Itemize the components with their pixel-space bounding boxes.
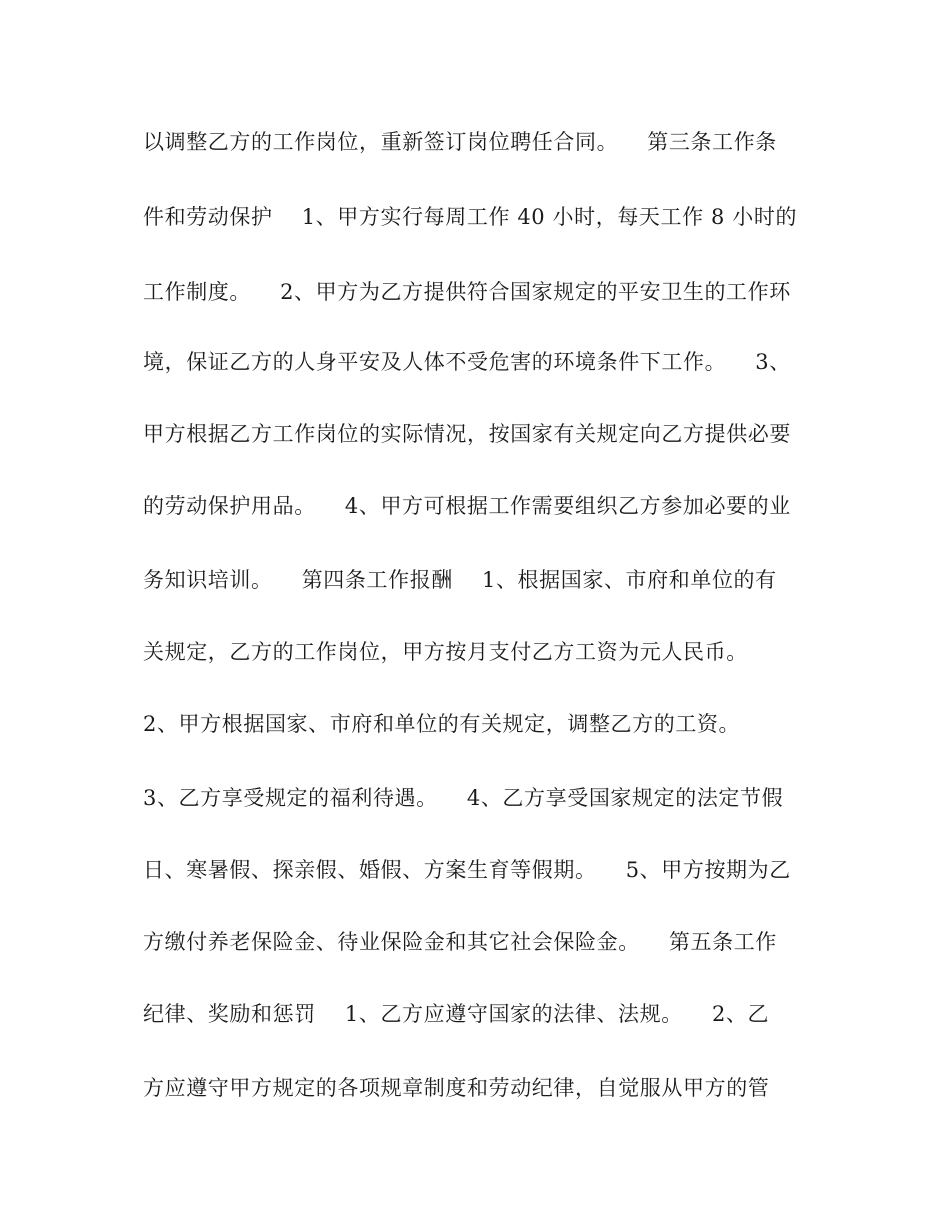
- text-line: 工作制度。 2、甲方为乙方提供符合国家规定的平安卫生的工作环: [143, 280, 791, 304]
- text-line: 纪律、奖励和惩罚 1、乙方应遵守国家的法律、法规。 2、乙: [143, 1002, 770, 1026]
- text-line: 方缴付养老保险金、待业保险金和其它社会保险金。 第五条工作: [143, 930, 777, 954]
- text-line: 务知识培训。 第四条工作报酬 1、根据国家、市府和单位的有: [143, 568, 777, 592]
- text-line: 件和劳动保护 1、甲方实行每周工作 40 小时，每天工作 8 小时的: [143, 205, 798, 229]
- text-line: 关规定，乙方的工作岗位，甲方按月支付乙方工资为元人民币。: [143, 640, 748, 664]
- text-line: 以调整乙方的工作岗位，重新签订岗位聘任合同。 第三条工作条: [143, 130, 777, 154]
- text-line: 甲方根据乙方工作岗位的实际情况，按国家有关规定向乙方提供必要: [143, 422, 791, 446]
- text-line: 2、甲方根据国家、市府和单位的有关规定，调整乙方的工资。: [143, 712, 741, 736]
- text-line: 的劳动保护用品。 4、甲方可根据工作需要组织乙方参加必要的业: [143, 494, 791, 518]
- text-line: 日、寒暑假、探亲假、婚假、方案生育等假期。 5、甲方按期为乙: [143, 858, 791, 882]
- text-line: 3、乙方享受规定的福利待遇。 4、乙方享受国家规定的法定节假: [143, 786, 784, 810]
- text-line: 境，保证乙方的人身平安及人体不受危害的环境条件下工作。 3、: [143, 350, 791, 374]
- text-line: 方应遵守甲方规定的各项规章制度和劳动纪律，自觉服从甲方的管: [143, 1076, 770, 1100]
